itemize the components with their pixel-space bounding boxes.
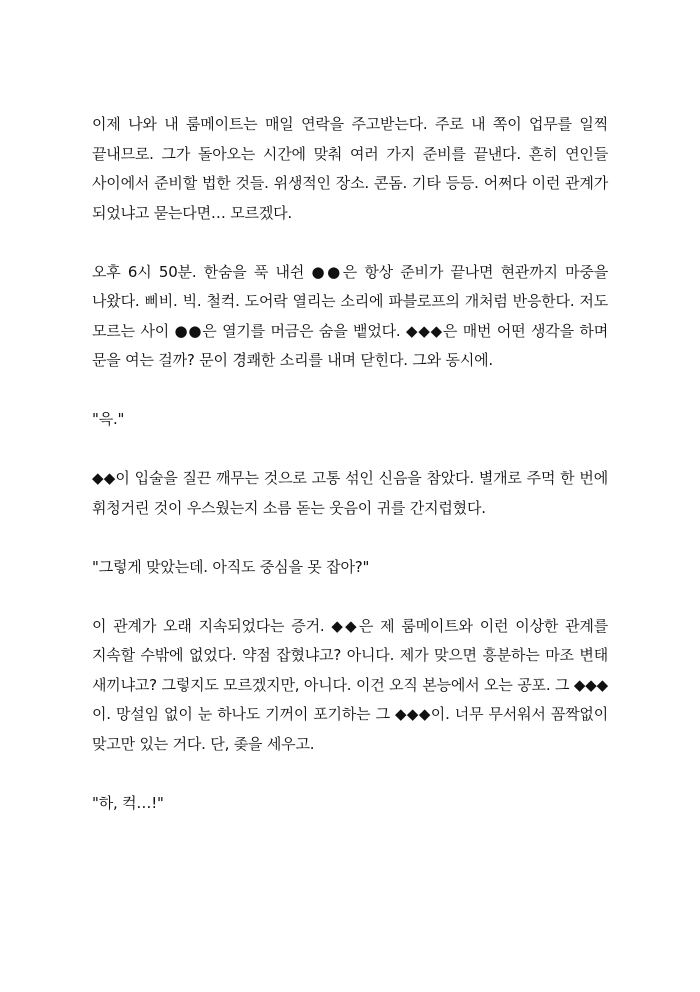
- dialogue-line: "윽.": [92, 410, 125, 428]
- document-page: [92, 110, 608, 818]
- paragraph: 오후 6시 50분. 한숨을 푹 내쉰 ●●은 항상 준비가 끝나면 현관까지 마중을 나왔다. 삐비. 빅. 철컥. 도어락 열리는 소리에 파블로프의 개처럼 반응한다. 저도 모르는 사이 ●●은 열기를 머금은 숨을 뱉었다. ◆◆◆은 매번 어떤 생각을 하며 문을 여는 걸까? 문이 경쾌한 소리를 내며 닫힌다. 그와 동시에.: [92, 262, 608, 369]
- dialogue-line: "그렇게 맞았는데. 아직도 중심을 못 잡아?": [92, 557, 370, 576]
- paragraph: 이 관계가 오래 지속되었다는 증거. ◆◆은 제 룸메이트와 이런 이상한 관계를 지속할 수밖에 없었다. 약점 잡혔냐고? 아니다. 제가 맞으면 흥분하는 마조 변태 새끼냐고? 그렇지도 모르겠지만, 아니다. 이건 오직 본능에서 오는 공포. 그 ◆◆◆이. 망설임 없이 눈 하나도 기꺼이 포기하는 그 ◆◆◆이. 너무 무서워서 꼼짝없이 맞고만 있는 거다. 단, 좆을 세우고.: [92, 616, 608, 753]
- paragraph: 이제 나와 내 룸메이트는 매일 연락을 주고받는다. 주로 내 쪽이 업무를 일찍 끝내므로. 그가 돌아오는 시간에 맞춰 여러 가지 준비를 끝낸다. 흔히 연인들 사이에서 준비할 법한 것들. 위생적인 장소. 콘돔. 기타 등등. 어쩌다 이런 관계가 되었냐고 묻는다면… 모르겠다.: [92, 115, 608, 222]
- dialogue-line: "하, 컥…!": [92, 793, 164, 812]
- paragraph: ◆◆이 입술을 질끈 깨무는 것으로 고통 섞인 신음을 참았다. 별개로 주먹 한 번에 휘청거린 것이 우스웠는지 소름 돋는 웃음이 귀를 간지럽혔다.: [92, 469, 608, 517]
